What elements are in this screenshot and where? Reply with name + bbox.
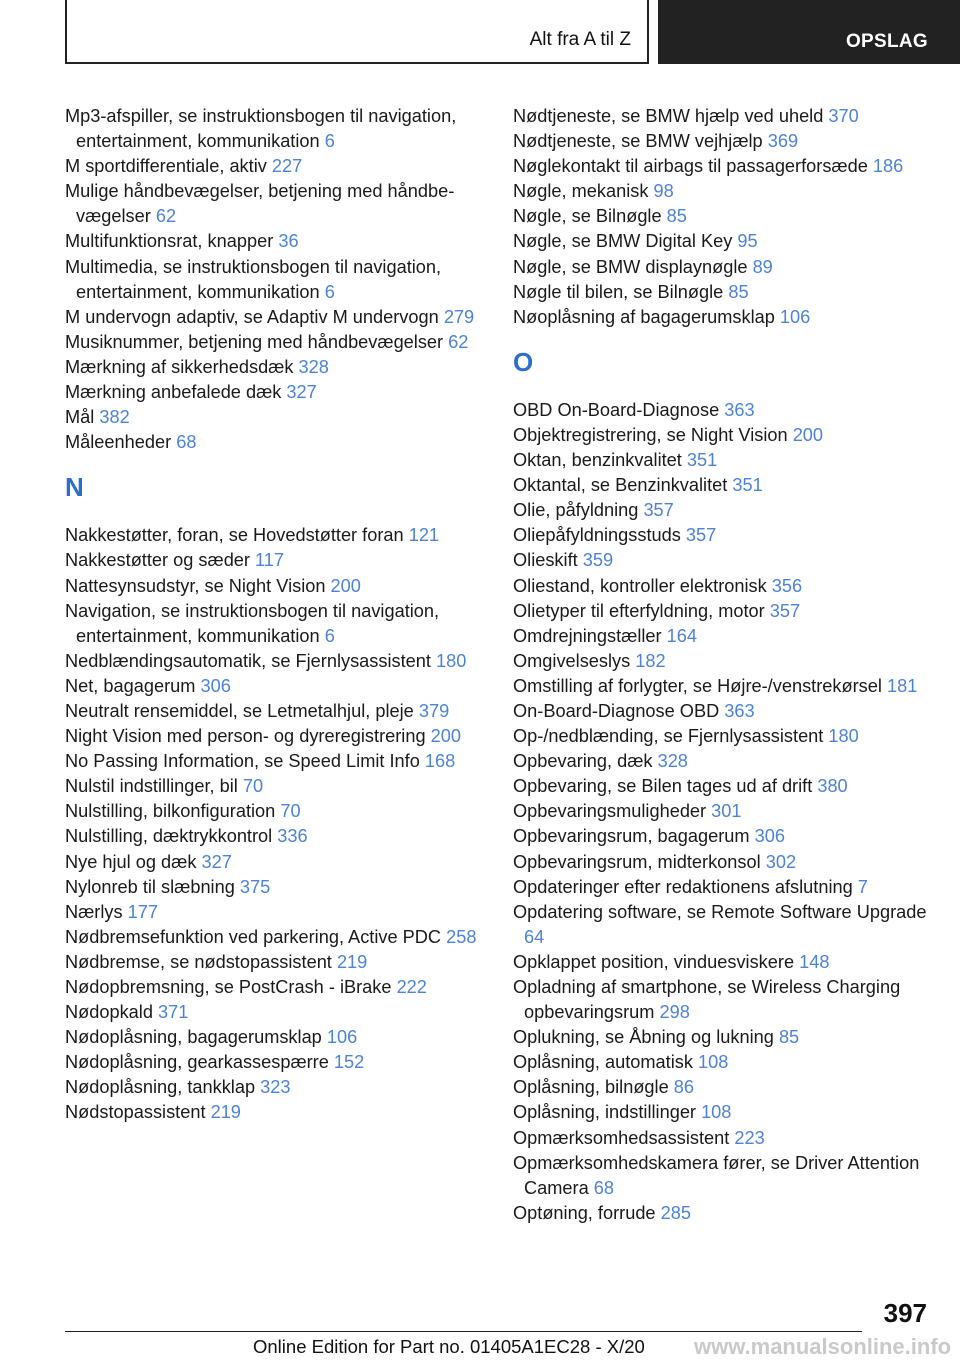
index-page-link[interactable]: 371: [158, 1002, 189, 1023]
index-entry: [513, 624, 933, 649]
index-entry-text: Nedblændingsautomatik, se Fjernlysassistent: [65, 650, 431, 671]
header-section-box: [65, 0, 649, 64]
index-page-link[interactable]: 223: [734, 1127, 765, 1148]
index-entry: [65, 305, 485, 330]
index-entry: [513, 229, 933, 254]
index-entry-text: Nødstopassistent: [65, 1102, 206, 1123]
index-entry: [65, 774, 485, 799]
index-page-link[interactable]: 68: [593, 1177, 614, 1198]
index-entry: [513, 875, 933, 900]
index-entry-text: Nattesynsudstyr, se Night Vision: [65, 575, 326, 596]
index-page-link[interactable]: 64: [524, 926, 545, 947]
footer-edition: Online Edition for Part no. 01405A1EC28 - X/20: [253, 1336, 645, 1357]
index-page-link[interactable]: 302: [765, 851, 797, 872]
index-entry: [513, 280, 933, 305]
index-entry: [513, 574, 933, 599]
index-entry-text: Opmærksomhedsassistent: [513, 1127, 730, 1148]
index-page-link[interactable]: 62: [155, 206, 177, 227]
index-entry: [513, 975, 933, 1025]
index-page-link[interactable]: 70: [242, 776, 264, 797]
index-entry-text: Oktantal, se Benzinkvalitet: [513, 475, 728, 496]
index-entry: [65, 179, 485, 229]
index-entry: [65, 523, 485, 548]
index-page-link[interactable]: 328: [657, 751, 688, 772]
index-entry: [65, 599, 485, 649]
index-page-link[interactable]: 328: [298, 356, 329, 377]
chapter-tab[interactable]: [658, 0, 960, 64]
index-entry-text: Nødbremse, se nødstopassistent: [65, 951, 332, 972]
index-column-right: [513, 104, 933, 1226]
index-page-link[interactable]: 6: [324, 625, 335, 646]
index-entry: [65, 900, 485, 925]
index-entry-text: Mærkning af sikkerhedsdæk: [65, 356, 294, 377]
index-page-link[interactable]: 382: [99, 407, 130, 428]
index-entry-text: Nøoplåsning af bagagerumsklap: [513, 306, 775, 327]
index-page-link[interactable]: 379: [418, 700, 450, 721]
index-page-link[interactable]: 89: [752, 256, 773, 277]
index-page-link[interactable]: 121: [408, 525, 440, 546]
index-entry: [513, 1050, 933, 1075]
index-page-link[interactable]: 98: [653, 181, 674, 202]
index-page-link[interactable]: 351: [732, 475, 763, 496]
index-page-link[interactable]: 106: [779, 306, 811, 327]
index-entry-text: Omgivelseslys: [513, 650, 631, 671]
index-page-link[interactable]: 95: [737, 231, 758, 252]
index-page-link[interactable]: 6: [324, 131, 335, 152]
index-entry-text: Opbevaring, se Bilen tages ud af drift: [513, 776, 813, 797]
index-page-link[interactable]: 301: [711, 801, 742, 822]
index-entry: [513, 255, 933, 280]
index-entry: [513, 950, 933, 975]
chapter-title: OPSLAG: [845, 31, 928, 52]
index-entry: [65, 674, 485, 699]
index-entry-text: Nødtjeneste, se BMW hjælp ved uheld: [513, 106, 824, 126]
index-entry-text: Nødtjeneste, se BMW vejhjælp: [513, 131, 763, 152]
index-entry: [65, 255, 485, 305]
index-entry-text: Oliestand, kontroller elektronisk: [513, 575, 767, 596]
index-entry: [65, 875, 485, 900]
index-entry-text: Nøgle, mekanisk: [513, 181, 649, 202]
index-entry: [65, 925, 485, 950]
index-entry-text: Mp3-afspiller, se instruktionsbogen til navigation, entertainment, kommunikation: [65, 106, 457, 152]
index-entry-text: M sportdifferentiale, aktiv: [65, 156, 267, 177]
index-entry: [65, 330, 485, 355]
index-page-link[interactable]: 327: [201, 851, 232, 872]
index-entry: [513, 850, 933, 875]
index-page-link[interactable]: 181: [886, 675, 918, 696]
index-page-link[interactable]: 375: [239, 876, 271, 897]
index-page-link[interactable]: 351: [686, 450, 718, 471]
index-entry-text: Multimedia, se instruktionsbogen til navigation, entertainment, kommunikation: [65, 256, 442, 302]
index-entry: [513, 1025, 933, 1050]
index-entry: [65, 950, 485, 975]
index-entry-text: Nylonreb til slæbning: [65, 876, 235, 897]
index-page-link[interactable]: 85: [666, 206, 687, 227]
index-entry-text: Opbevaringsmuligheder: [513, 801, 707, 822]
index-entry: [65, 824, 485, 849]
page-number: 397: [883, 1298, 927, 1328]
index-page-link[interactable]: 363: [724, 700, 755, 721]
index-entry: [65, 975, 485, 1000]
index-entry-text: Multifunktionsrat, knapper: [65, 231, 274, 252]
index-entry-text: Oliepåfyldningsstuds: [513, 525, 681, 546]
index-page-link[interactable]: 306: [200, 675, 231, 696]
index-entry: [513, 104, 933, 129]
index-entry-text: Mål: [65, 407, 95, 428]
index-entry: [513, 129, 933, 154]
index-entry-text: Oktan, benzinkvalitet: [513, 450, 682, 471]
index-entry-text: M undervogn adaptiv, se Adaptiv M undervogn: [65, 306, 439, 327]
index-entry: [513, 305, 933, 330]
index-page-link[interactable]: 258: [446, 926, 477, 947]
index-page-link[interactable]: 219: [210, 1102, 241, 1123]
index-entry: [65, 649, 485, 674]
index-entry: [513, 179, 933, 204]
index-entry: [513, 824, 933, 849]
index-page-link[interactable]: 180: [436, 650, 467, 671]
index-page-link[interactable]: 222: [396, 977, 427, 997]
index-entry-text: Mærkning anbefalede dæk: [65, 382, 282, 403]
index-entry-text: Nødbremsefunktion ved parkering, Active PDC: [65, 926, 442, 947]
index-page-link[interactable]: 357: [769, 600, 801, 621]
index-entry: [513, 523, 933, 548]
index-page-link[interactable]: 85: [728, 281, 749, 302]
index-page-link[interactable]: 200: [430, 726, 461, 747]
index-entry: [513, 1100, 933, 1125]
index-entry: [65, 1050, 485, 1075]
index-page-link[interactable]: 357: [685, 525, 717, 546]
index-page-link[interactable]: 336: [277, 826, 308, 847]
section-title: Alt fra A til Z: [529, 29, 631, 50]
index-entry-text: Navigation, se instruktionsbogen til navigation, entertainment, kommunikation: [65, 600, 440, 646]
index-page-link[interactable]: 359: [582, 550, 614, 571]
index-entry: [65, 799, 485, 824]
index-page-link[interactable]: 152: [333, 1052, 365, 1073]
index-entry-text: Nødoplåsning, tankklap: [65, 1077, 256, 1098]
index-entry-text: Mulige håndbevægelser, betjening med håndbevægelser: [65, 181, 455, 227]
index-page-link[interactable]: 370: [828, 106, 859, 126]
index-entry: [513, 799, 933, 824]
index-entry-text: Night Vision med person- og dyreregistrering: [65, 726, 426, 747]
index-entry-text: Musiknummer, betjening med håndbevægelser: [65, 331, 444, 352]
index-page-link[interactable]: 227: [271, 156, 303, 177]
index-entry-text: Opmærksomhedskamera fører, se Driver Attention Camera: [513, 1152, 920, 1198]
index-page-link[interactable]: 70: [280, 801, 301, 822]
index-entry-text: Nødoplåsning, bagagerumsklap: [65, 1027, 322, 1048]
index-page-link[interactable]: 323: [260, 1077, 291, 1098]
index-entry-text: Nakkestøtter, foran, se Hovedstøtter foran: [65, 525, 404, 546]
index-entry-text: Omstilling af forlygter, se Højre-/venstrekørsel: [513, 675, 882, 696]
index-entry-text: Opklappet position, vinduesviskere: [513, 951, 795, 972]
index-entry-text: No Passing Information, se Speed Limit Info: [65, 751, 420, 772]
index-entry-text: On-Board-Diagnose OBD: [513, 700, 720, 721]
index-entry: [513, 1151, 933, 1201]
index-entry: [513, 749, 933, 774]
index-entry-text: Olie, påfyldning: [513, 500, 639, 521]
index-entry: [513, 699, 933, 724]
index-entry-text: Nakkestøtter og sæder: [65, 550, 250, 571]
index-entry: [65, 850, 485, 875]
index-entry-text: Måleenheder: [65, 432, 172, 453]
index-letter-heading: O: [513, 346, 534, 377]
index-entry: [513, 498, 933, 523]
index-entry: [513, 674, 933, 699]
index-page-link[interactable]: 108: [698, 1052, 729, 1073]
index-entry-text: Opbevaringsrum, bagagerum: [513, 826, 750, 847]
index-entry-text: Oplåsning, bilnøgle: [513, 1077, 669, 1098]
index-page-link[interactable]: 7: [857, 876, 868, 897]
index-page-link[interactable]: 106: [326, 1027, 358, 1048]
index-entry: [513, 599, 933, 624]
footer-divider: [65, 1331, 862, 1332]
index-entry-text: Objektregistrering, se Night Vision: [513, 424, 788, 445]
index-entry-text: Oplukning, se Åbning og lukning: [513, 1027, 774, 1048]
index-letter-heading: N: [65, 472, 84, 503]
index-entry-text: Nøglekontakt til airbags til passagerforsæde: [513, 156, 868, 177]
index-page-link[interactable]: 356: [771, 575, 803, 596]
index-page-link[interactable]: 200: [792, 424, 824, 445]
index-entry-text: Nulstilling, bilkonfiguration: [65, 801, 276, 822]
index-page-link[interactable]: 68: [176, 432, 197, 453]
index-entry: [513, 724, 933, 749]
index-entry: [65, 724, 485, 749]
index-entry: [513, 1075, 933, 1100]
index-page-link[interactable]: 298: [659, 1002, 690, 1023]
index-page-link[interactable]: 85: [778, 1027, 800, 1048]
index-entry: [513, 1201, 933, 1226]
index-entry: [65, 1075, 485, 1100]
index-page-link[interactable]: 6: [324, 281, 335, 302]
index-entry: [513, 154, 933, 179]
index-page-link[interactable]: 363: [724, 399, 755, 420]
index-entry-text: Opladning af smartphone, se Wireless Charging opbevaringsrum: [513, 977, 901, 1023]
index-entry-text: Olietyper til efterfyldning, motor: [513, 600, 765, 621]
index-entry: [513, 548, 933, 573]
index-page-link[interactable]: 86: [673, 1077, 694, 1098]
index-page-link[interactable]: 182: [635, 650, 666, 671]
index-entry-text: Nulstilling, dæktrykkontrol: [65, 826, 273, 847]
index-entry-text: Nødopkald: [65, 1002, 153, 1023]
index-entry: [513, 423, 933, 448]
index-entry-text: OBD On-Board-Diagnose: [513, 399, 720, 420]
index-entry: [513, 774, 933, 799]
index-entry: [513, 473, 933, 498]
index-entry-text: Opdatering software, se Remote Software Upgrade: [513, 901, 927, 922]
index-entry-text: Nøgle, se BMW displaynøgle: [513, 256, 748, 277]
index-entry-text: Neutralt rensemiddel, se Letmetalhjul, pleje: [65, 700, 414, 721]
index-entry-text: Opdateringer efter redaktionens afslutning: [513, 876, 853, 897]
index-page-link[interactable]: 380: [817, 776, 848, 797]
index-entry: [65, 405, 485, 430]
index-entry: [65, 749, 485, 774]
index-entry-text: Nøgle, se Bilnøgle: [513, 206, 662, 227]
index-entry-text: Opbevaringsrum, midterkonsol: [513, 851, 761, 872]
index-entry: [65, 1000, 485, 1025]
index-entry-text: Oplåsning, indstillinger: [513, 1102, 696, 1123]
index-page-link[interactable]: 219: [336, 951, 368, 972]
index-entry: [65, 380, 485, 405]
index-entry: [65, 154, 485, 179]
index-entry: [65, 430, 485, 455]
index-page-link[interactable]: 117: [255, 550, 285, 571]
index-page-link[interactable]: 36: [278, 231, 299, 252]
index-page-link[interactable]: 327: [286, 382, 317, 403]
index-entry: [513, 204, 933, 229]
index-entry: [65, 1025, 485, 1050]
index-page-link[interactable]: 62: [448, 331, 469, 352]
index-page-link[interactable]: 168: [424, 751, 456, 772]
index-entry: [65, 355, 485, 380]
index-entry: [513, 448, 933, 473]
index-entry-text: Oplåsning, automatisk: [513, 1052, 693, 1073]
index-page-link[interactable]: 177: [127, 901, 159, 922]
index-entry: [513, 900, 933, 950]
index-entry-text: Nøgle, se BMW Digital Key: [513, 231, 733, 252]
index-column-left: [65, 104, 485, 1126]
index-entry-text: Net, bagagerum: [65, 675, 196, 696]
index-entry: [513, 1126, 933, 1151]
index-entry-text: Nye hjul og dæk: [65, 851, 197, 872]
watermark: www.manualsonline.info: [694, 1334, 952, 1359]
index-entry-text: Opbevaring, dæk: [513, 751, 653, 772]
index-entry-text: Nødoplåsning, gearkassespærre: [65, 1052, 329, 1073]
index-entry: [513, 398, 933, 423]
index-entry-text: Olieskift: [513, 550, 578, 571]
index-entry-text: Nøgle til bilen, se Bilnøgle: [513, 281, 724, 302]
index-entry: [65, 699, 485, 724]
index-entry: [65, 229, 485, 254]
index-entry: [513, 649, 933, 674]
index-page-link[interactable]: 180: [828, 726, 859, 747]
index-entry-text: Nulstil indstillinger, bil: [65, 776, 238, 797]
index-entry-text: Nødopbremsning, se PostCrash - iBrake: [65, 977, 392, 997]
index-page-link[interactable]: 148: [799, 951, 830, 972]
index-entry: [65, 574, 485, 599]
index-page-link[interactable]: 108: [701, 1102, 732, 1123]
index-page-link[interactable]: 285: [660, 1202, 691, 1223]
index-entry-text: Nærlys: [65, 901, 123, 922]
index-page-link[interactable]: 200: [330, 575, 361, 596]
index-entry: [65, 1100, 485, 1125]
index-page-link[interactable]: 357: [643, 500, 674, 521]
index-page-link[interactable]: 186: [872, 156, 904, 177]
index-page-link[interactable]: 279: [443, 306, 475, 327]
index-entry-text: Optøning, forrude: [513, 1202, 656, 1223]
index-entry-text: Omdrejningstæller: [513, 625, 662, 646]
index-entry: [65, 548, 485, 573]
index-page-link[interactable]: 164: [666, 625, 698, 646]
index-page-link[interactable]: 369: [767, 131, 799, 152]
index-entry-text: Op-/nedblænding, se Fjernlysassistent: [513, 726, 824, 747]
index-page-link[interactable]: 306: [754, 826, 785, 847]
index-entry: [65, 104, 485, 154]
